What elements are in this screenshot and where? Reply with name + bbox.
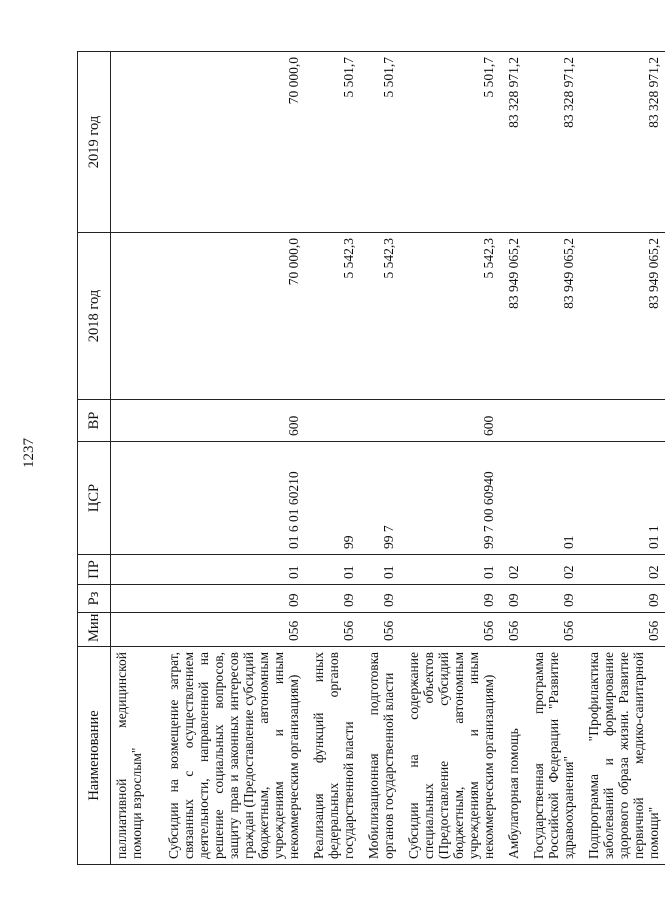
table-header-row — [78, 52, 111, 865]
row-rz — [111, 585, 161, 613]
row-csr — [111, 442, 161, 555]
row-pr: 01 — [160, 555, 305, 585]
row-name: Реализация функций иных федеральных органов государственной власти — [305, 647, 360, 865]
row-rz: 09 — [160, 585, 305, 613]
row-2019: 70 000,0 — [160, 52, 305, 233]
header-pr: ПР — [78, 555, 111, 585]
row-2018: 5 542,3 — [305, 233, 360, 400]
header-rz: Рз — [78, 585, 111, 613]
table-row — [580, 52, 665, 865]
row-vr — [360, 400, 400, 442]
row-2019: 83 328 971,2 — [500, 52, 525, 233]
row-min: 056 — [525, 613, 580, 647]
row-name: Подпрограмма "Профилактика заболеваний и формирование здорового образа жизни. Развитие первичной медико-санитарной помощи" — [580, 647, 665, 865]
row-vr: 600 — [160, 400, 305, 442]
header-csr: ЦСР — [78, 442, 111, 555]
row-2019: 5 501,7 — [400, 52, 500, 233]
row-rz: 09 — [400, 585, 500, 613]
row-2018: 83 949 065,2 — [500, 233, 525, 400]
header-name: Наименование — [78, 647, 111, 865]
row-min: 056 — [500, 613, 525, 647]
table-row — [525, 52, 580, 865]
row-pr: 01 — [305, 555, 360, 585]
row-rz: 09 — [360, 585, 400, 613]
row-rz: 09 — [305, 585, 360, 613]
row-min: 056 — [580, 613, 665, 647]
row-min — [111, 613, 161, 647]
row-2019: 5 501,7 — [360, 52, 400, 233]
row-name: паллиативной медицинской помощи взрослым" — [111, 647, 161, 865]
row-pr — [111, 555, 161, 585]
row-2018: 83 949 065,2 — [580, 233, 665, 400]
row-2019: 83 328 971,2 — [525, 52, 580, 233]
row-pr: 02 — [525, 555, 580, 585]
row-vr — [111, 400, 161, 442]
row-name: Субсидии на содержание специальных объектов (Предоставление субсидий бюджетным, автономным учреждениям и иным некоммерческим организациям) — [400, 647, 500, 865]
page-number: 1237 — [21, 438, 37, 468]
rotated-budget-table-container — [77, 52, 661, 865]
row-csr: 01 6 01 60210 — [160, 442, 305, 555]
row-2018: 70 000,0 — [160, 233, 305, 400]
table-row — [360, 52, 400, 865]
row-2019: 5 501,7 — [305, 52, 360, 233]
row-csr: 99 7 — [360, 442, 400, 555]
row-pr: 01 — [400, 555, 500, 585]
row-vr — [525, 400, 580, 442]
row-min: 056 — [360, 613, 400, 647]
row-min: 056 — [305, 613, 360, 647]
row-name: Государственная программа Российской Федерации "Развитие здравоохранения" — [525, 647, 580, 865]
row-name: Амбулаторная помощь — [500, 647, 525, 865]
row-csr: 99 — [305, 442, 360, 555]
row-vr — [580, 400, 665, 442]
header-2018: 2018 год — [78, 233, 111, 400]
row-pr: 01 — [360, 555, 400, 585]
row-rz: 09 — [525, 585, 580, 613]
row-rz: 09 — [580, 585, 665, 613]
row-pr: 02 — [500, 555, 525, 585]
row-2018: 5 542,3 — [360, 233, 400, 400]
row-2019 — [111, 52, 161, 233]
header-min: Мин — [78, 613, 111, 647]
table-row — [160, 52, 305, 865]
row-csr: 01 1 — [580, 442, 665, 555]
budget-table — [77, 51, 665, 865]
row-min: 056 — [160, 613, 305, 647]
row-min: 056 — [400, 613, 500, 647]
row-2018: 83 949 065,2 — [525, 233, 580, 400]
row-2019: 83 328 971,2 — [580, 52, 665, 233]
row-vr: 600 — [400, 400, 500, 442]
row-vr — [305, 400, 360, 442]
row-csr: 99 7 00 60940 — [400, 442, 500, 555]
row-csr: 01 — [525, 442, 580, 555]
row-rz: 09 — [500, 585, 525, 613]
row-vr — [500, 400, 525, 442]
row-2018 — [111, 233, 161, 400]
header-vr: ВР — [78, 400, 111, 442]
row-name: Субсидии на возмещение затрат, связанных с осуществлением деятельности, направленной на решение социальных вопросов, защиту прав и законных интересов граждан (Предоставление субсидий бюджетным, автономным учреждениям и иным некоммерческим организациям) — [160, 647, 305, 865]
table-row — [500, 52, 525, 865]
header-2019: 2019 год — [78, 52, 111, 233]
row-csr — [500, 442, 525, 555]
row-2018: 5 542,3 — [400, 233, 500, 400]
table-row — [305, 52, 360, 865]
table-row — [400, 52, 500, 865]
row-pr: 02 — [580, 555, 665, 585]
row-name: Мобилизационная подготовка органов государственной власти — [360, 647, 400, 865]
table-row — [111, 52, 161, 865]
